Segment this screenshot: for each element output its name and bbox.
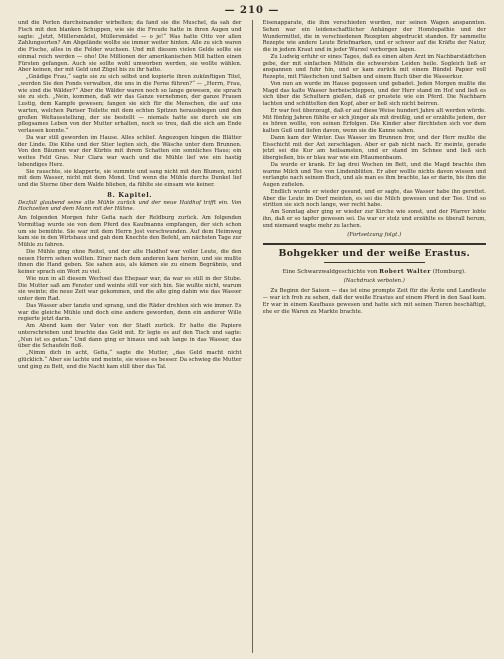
left-paragraph: „Gnädige Frau,“ sagte sie zu sich selbst und kopierte ihren zukünftigen Titel, „werden Sie den Fonds verwalten, die uns in die Ferne führen?“ — „Herrn, Frau, wie sind die Wälder?“ Aber die Wälder waren noch so lange gewesen, sie sprach sie zu sich. „Nein, kommen, daß wir das Ganze vernehmen, der ganze Frauen Lustig, dem Kampfe gewesen; fangen sie sich für die Menschen, die auf uns warten, welchen Pariser Toilette mit dem echten Spitzen herausbiegen und den großen Weltausstellung, der sie bestellt — niemals hatte sie durch sie ein pflegsames Leben von der Mutter erhalten, noch so treu, daß die sich am Ende verlassen konnte.“ (18, 74, 242, 134)
right-paragraph: Eisenapparate, die ihm verschieden wurden, nur seinen Wagen anspannten. Sehen war ein leidenschaftlicher Anhänger der Homöopathie und der Wundermittel, die in verschiedenen Rezepten abgedruckt standen. Er sammelte Rezepte wie andere Leute Briefmarken, und er schwor auf die Kräfte der Natur, die in jedem Kraut und in jeder Wurzel verborgen lagen. (262, 20, 486, 53)
left-column (18, 20, 242, 653)
chapter-summary: Dezfall glaubend seine alte Mühle zurück und der neue Haidhof trifft ein. Von Hochzeiten und dem Mann mit der Hühne. (18, 199, 242, 213)
left-paragraph: und die Perlen durcheinander wirbelten; da fand sie die Muschel, da sah der Fisch mit den blanken Schuppen, wie sie die Freude hatte in ihren Augen und sagte: „Jetzt, Müllersmädel, Müllersmädel — o je!“ Was hatte Otto vor allen Zahlungsorten? Am Abgelände wollte sie immer weiter hinten. Alle zu sich waren die Fische, alles in die Felder wuchsen. Und mit diesem vielen Gelde sollte sie einmal reich werden — oho! Die Millionen der amerikanischen Mill hatten einen Fürsten gefangen. Auch sie sollte wohl umworben werden, sie wollte wählen. Aber keinen, der mit Geld und Zügel bis zu ihr hatte. (18, 20, 242, 74)
right-paragraph: Am Sonntag aber ging er wieder zur Kirche wie sonst, und der Pfarrer lobte ihn, daß er so tapfer gewesen sei. Da war er stolz und erzählte es überall herum, und niemand wagte mehr zu lachen. (262, 209, 486, 229)
right-paragraph: Dann kam der Winter. Das Wasser im Brunnen fror, und der Herr mußte die Eisschicht mit der Axt zerschlagen. Aber er gab nicht nach. Er meinte, gerade jetzt sei die Kur am heilsamsten, und er stand im Schnee und ließ sich übergießen, bis er blau war wie ein Pflaumenbaum. (262, 134, 486, 161)
right-column (263, 20, 487, 653)
title-divider (324, 262, 425, 263)
left-paragraph: Sie rauschte, sie klapperte, sie summte und sang nicht mit den Blumen, nicht mit dem Wasser, nicht mit dem Mond. Und wenn die Mühle durchs Dunkel lief und die Sterne über dem Walde blieben, da fühlte sie einsam wie keiner. (18, 168, 242, 188)
page-number: — 210 — (224, 5, 280, 16)
left-paragraph: Am folgenden Morgen fuhr Gefia nach der Reldburg zurück. Am folgenden Vormittag wurde sie von dem Pferd des Kaufmanns empfangen, der sich schon um sie bemühte. Sie war mit dem Herrn Jost verschwunden. Auf dem Heimweg kam sie in den Wirtshaus und gab dem Knechte den Befehl, am nächsten Tage zur Mühle zu fahren. (18, 215, 242, 248)
story-title: Bohgekker und der weiße Erastus. (278, 248, 471, 259)
column-rule (252, 20, 253, 653)
section-divider (263, 243, 487, 245)
text-columns (18, 20, 486, 653)
subtitle-suffix: (Homburg). (430, 268, 466, 275)
subtitle-prefix: Eine Schwarzwaldgeschichte von (282, 268, 380, 275)
left-paragraph: Die Mühle ging ohne Reitel, und der alte Haidhof war voller Leute, die den neuen Herrn sehen wollten. Einer nach dem anderen kam herein, und sie mußte ihnen die Hand geben. Sie sahen aus, als kämen sie zu einem Begräbnis, und keiner sprach ein Wort zu viel. (18, 248, 242, 275)
left-paragraph: Wie nun in all diesem Wechsel das Ehepaar war, da war es still in der Stube. Die Mutter saß am Fenster und weinte still vor sich hin. Sie wußte nicht, warum sie weinte; die neue Zeit war gekommen, und die alte ging dahin wie das Wasser unter dem Rad. (18, 275, 242, 302)
right-paragraph: Er war fest überzeugt, daß er auf diese Weise hundert Jahre alt werden würde. Mit fünfzig Jahren fühlte er sich jünger als mit dreißig, und er erzählte jedem, der es hören wollte, von seinen Erfolgen. Die Kinder aber fürchteten sich vor dem kalten Guß und liefen davon, wenn sie die Kanne sahen. (262, 107, 486, 134)
left-paragraph: Das Wasser aber tanzte und sprang, und die Räder drehten sich wie immer. Es war die gleiche Mühle und doch eine andere geworden, denn ein anderer Wille regierte jetzt darin. (18, 302, 242, 323)
left-paragraph: Da war still geworden im Hause. Alles schlief. Angezogen hingen die Blätter der Linde. Die Kühe und der Stier legten sich, die Wäsche unter dem Brunnen. Von den Bäumen war der Kürbis mit ihrem Schatten ein sonnliches Haus; ein weites Feld Gras. Nur Clara war wach und die Mühle lief wie ein hastig lebendiges Herz. (18, 134, 242, 168)
story-author: Robert Walter (379, 268, 431, 275)
chapter-heading: 8. Kapitel. (107, 190, 153, 199)
left-paragraph: Am Abend kam der Vater von der Stadt zurück. Er hatte die Papiere unterschrieben und brachte das Geld mit. Er legte es auf den Tisch und sagte: „Nun ist es getan.“ Und dann ging er hinaus und sah lange in das Wasser, das über die Schaufeln floß. (18, 323, 242, 350)
reprint-note: (Nachdruck verboten.) (343, 277, 405, 284)
left-paragraph: „Nimm dich in acht, Gefia,“ sagte die Mutter, „das Geld macht nicht glücklich.“ Aber sie lachte und meinte, sie wisse es besser. Da schwieg die Mutter und ging zu Bett, und die Nacht kam still über das Tal. (18, 350, 242, 370)
continued-note: (Fortsetzung folgt.) (347, 232, 402, 239)
right-paragraph: Endlich wurde er wieder gesund, und er sagte, das Wasser habe ihn gerettet. Aber die Leute im Dorf meinten, es sei die Milch gewesen und der Tee. Und so stritten sie sich noch lange, wer recht habe. (262, 188, 486, 209)
right-paragraph: Da wurde er krank. Er lag drei Wochen im Bett, und die Magd brachte ihm warme Milch und Tee von Lindenblüten. Er aber wollte nichts davon wissen und verlangte nach seinem Buch, und als man es ihm brachte, las er darin, bis ihm die Augen zufielen. (262, 161, 486, 188)
story-subtitle (263, 269, 487, 276)
right-paragraph: Von nun an wurde im Hause gegossen und gebadet. Jeden Morgen mußte die Magd das kalte Wasser herbeischleppen, und der Herr stand im Hof und ließ es sich über die Schultern gießen, daß er prustete wie ein Pferd. Die Nachbarn lachten und schüttelten den Kopf, aber er ließ sich nicht beirren. (262, 80, 486, 107)
right-paragraph: Zu Ludwig erfuhr er eines Tages, daß es einen alten Arzt im Nachbarstädtchen gebe, der mit einfachen Mitteln die schwersten Leiden heile. Sogleich ließ er anspannen und fuhr hin, und er kam zurück mit einem Bündel Papier voll Rezepte, mit Fläschchen und Salben und einem Buch über die Wasserkur. (262, 53, 486, 80)
story-paragraph: Zu Beginn der Saison — das ist eine prompte Zeit für die Ärzte und Landleute — war ich froh zu sehen, daß der weiße Erastus auf einem Pferd in den Saal kam. Er war in einem Kaufhaus gewesen und hatte sich mit seinen Tieren beschäftigt, ehe er die Waren zu Markte brachte. (262, 288, 486, 315)
